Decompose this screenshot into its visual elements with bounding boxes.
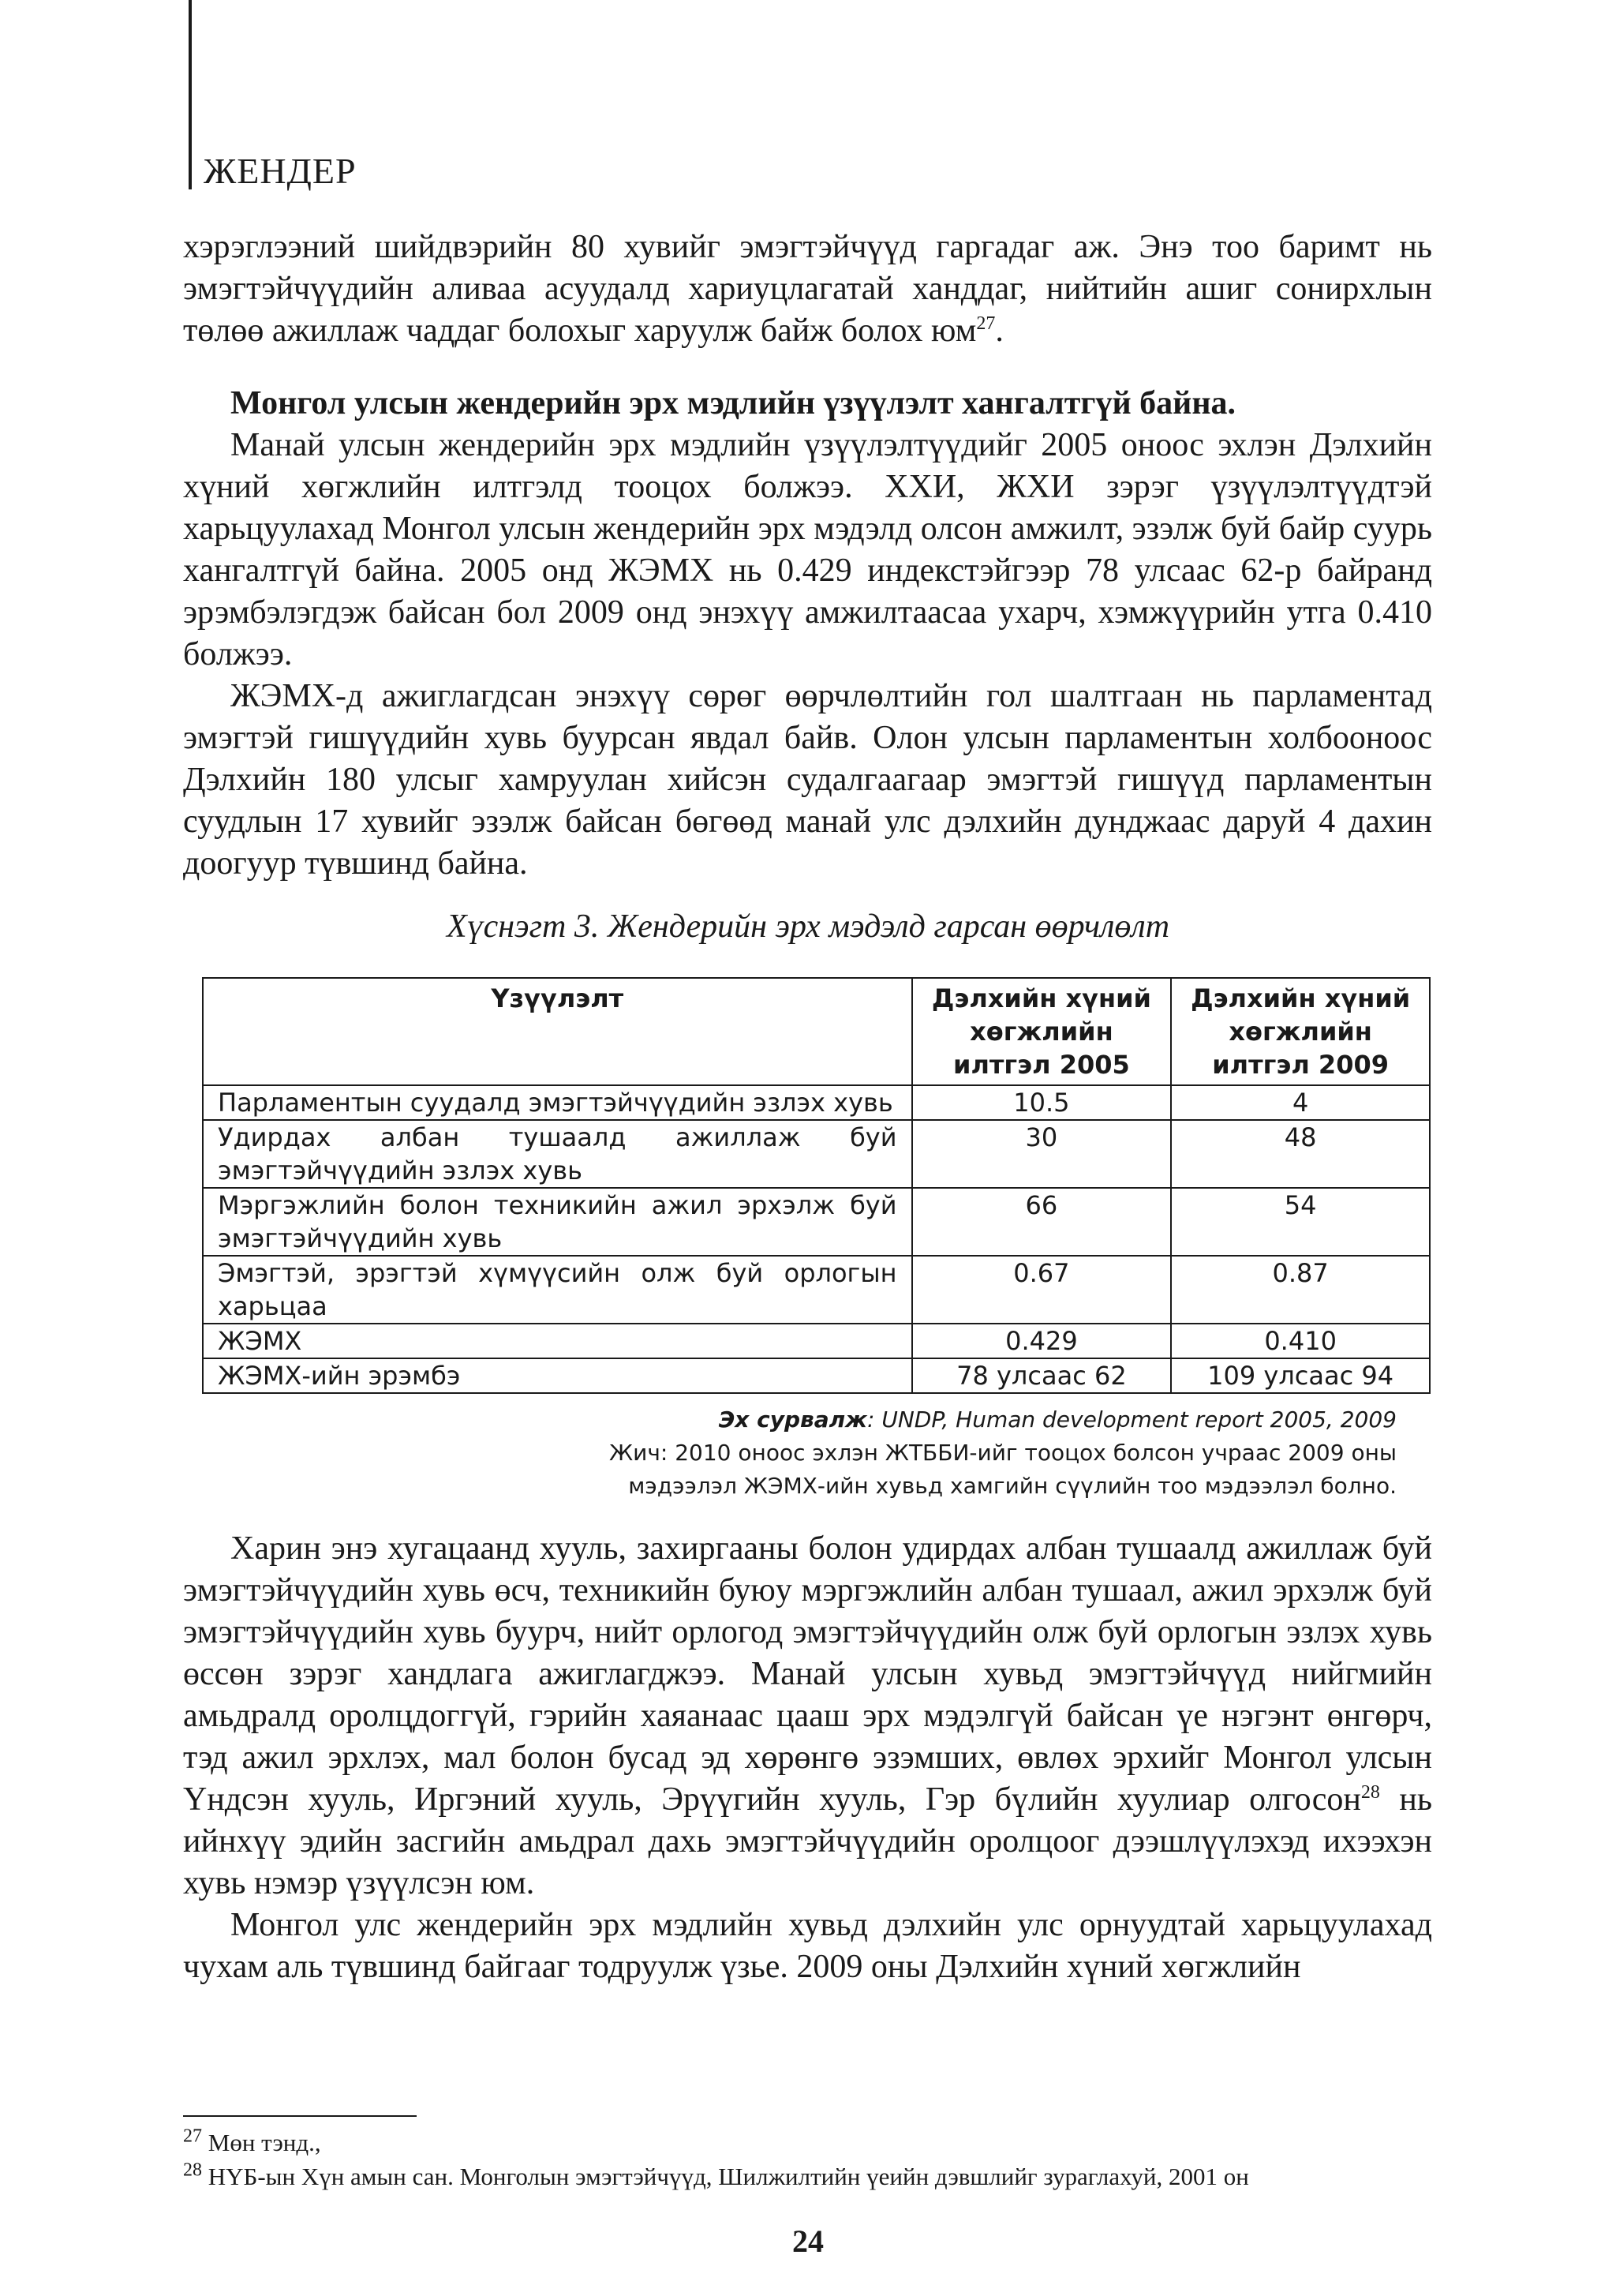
value-2005: 0.67 <box>912 1256 1172 1324</box>
footnote-28 <box>183 2159 1249 2193</box>
value-2009: 0.87 <box>1171 1256 1430 1324</box>
footnotes <box>183 2126 1249 2193</box>
footnote-27 <box>183 2126 1249 2159</box>
value-2009: 54 <box>1171 1188 1430 1256</box>
col-header-2005: Дэлхийн хүний хөгжлийн илтгэл 2005 <box>912 978 1172 1085</box>
page-number: 24 <box>792 2223 824 2259</box>
table-row <box>203 1256 1430 1324</box>
section-body-lower <box>183 1528 1432 1988</box>
table-source-notes <box>609 1403 1397 1503</box>
section-header: ЖЕНДЕР <box>204 151 357 191</box>
paragraph-3-text-a: Харин энэ хугацаанд хууль, захиргааны болон удирдах албан тушаалд ажиллаж буй эмэгтэйчүүдийн хувь өсч, техникийн буюу мэргэжлийн албан тушаал, ажил эрхэлж буй эмэгтэйчүүдийн хувь буурч, нийт орлогод эмэгтэйчүүдийн олж буй орлогын эзлэх хувь өссөн зэрэг хандлага ажиглагджээ. Манай улсын хувьд эмэгтэйчүүд нийгмийн амьдралд оролцдоггүй, гэрийн хаяанаас цааш эрх мэдэлгүй байсан үе нэгэнт өнгөрч, тэд ажил эрхлэх, мал болон бусад эд хөрөнгө эзэмших, өвлөх эрхийг Монгол улсын Үндсэн хууль, Иргэний хууль, Эрүүгийн хууль, Гэр бүлийн хуулиар олгосон <box>183 1530 1432 1818</box>
paragraph-3-text-b: нь ийнхүү эдийн засгийн амьдрал дахь эмэгтэйчүүдийн оролцоог дээшлүүлэхэд ихээхэн хувь нэмэр үзүүлсэн юм. <box>183 1781 1432 1901</box>
value-2005: 78 улсаас 62 <box>912 1358 1172 1393</box>
footnote-text: Мөн тэнд., <box>208 2129 321 2156</box>
table-row <box>203 1358 1430 1393</box>
paragraph-1: Манай улсын жендерийн эрх мэдлийн үзүүлэлтүүдийг 2005 оноос эхлэн Дэлхийн хүний хөгжлийн илтгэлд тооцох болжээ. ХХИ, ЖХИ зэрэг үзүүлэлтүүдтэй харьцуулахад Монгол улсын жендерийн эрх мэдэлд олсон амжилт, эзэлж буй байр суурь хангалтгүй байна. 2005 онд ЖЭМХ нь 0.429 индекстэйгээр 78 улсаас 62-р байранд эрэмбэлэгдэж байсан бол 2009 онд энэхүү амжилтаасаа ухарч, хэмжүүрийн утга 0.410 болжээ. <box>183 427 1432 672</box>
paragraph-top-end: . <box>995 313 1004 349</box>
paragraph-3 <box>183 1528 1432 1905</box>
table-row <box>203 1188 1430 1256</box>
section-body <box>183 383 1432 885</box>
value-2009: 109 улсаас 94 <box>1171 1358 1430 1393</box>
paragraph-2: ЖЭМХ-д ажиглагдсан энэхүү сөрөг өөрчлөлтийн гол шалтгаан нь парламентад эмэгтэй гишүүдийн хувь буурсан явдал байв. Олон улсын парламентын холбооноос Дэлхийн 180 улсыг хамруулан хийсэн судалгаагаар эмэгтэй гишүүд парламентын суудлын 17 хувийг эзэлж байсан бөгөөд манай улс дэлхийн дунджаас даруй 4 дахин доогуур түвшинд байна. <box>183 678 1432 882</box>
footnote-ref-27: 27 <box>976 313 996 334</box>
value-2005: 10.5 <box>912 1085 1172 1120</box>
footnote-number: 28 <box>183 2159 202 2181</box>
gender-empowerment-table <box>202 977 1431 1394</box>
value-2009: 4 <box>1171 1085 1430 1120</box>
source-label: Эх сурвалж <box>718 1406 867 1433</box>
footnote-text: НҮБ-ын Хүн амын сан. Монголын эмэгтэйчүүд, Шилжилтийн үеийн дэвшлийг зураглахуй, 2001 он <box>208 2163 1249 2190</box>
value-2009: 0.410 <box>1171 1324 1430 1358</box>
table-header-row <box>203 978 1430 1085</box>
table-source <box>609 1403 1397 1436</box>
table-row <box>203 1324 1430 1358</box>
paragraph-top-text: хэрэглээний шийдвэрийн 80 хувийг эмэгтэйчүүд гаргадаг аж. Энэ тоо баримт нь эмэгтэйчүүдийн аливаа асуудалд хариуцлагатай ханддаг, нийтийн ашиг сонирхлын төлөө ажиллаж чаддаг болохыг харуулж байж болох юм <box>183 229 1432 349</box>
header-vertical-rule <box>189 0 192 189</box>
section-heading: Монгол улсын жендерийн эрх мэдлийн үзүүлэлт хангалтгүй байна. <box>230 385 1236 421</box>
value-2005: 30 <box>912 1120 1172 1188</box>
paragraph-top <box>183 227 1432 352</box>
value-2005: 66 <box>912 1188 1172 1256</box>
footnote-number: 27 <box>183 2126 202 2147</box>
table-row <box>203 1120 1430 1188</box>
paragraph-4: Монгол улс жендерийн эрх мэдлийн хувьд дэлхийн улс орнуудтай харьцуулахад чухам аль түвшинд байгааг тодруулж үзье. 2009 оны Дэлхийн хүний хөгжлийн <box>183 1907 1432 1985</box>
row-label: Эмэгтэй, эрэгтэй хүмүүсийн олж буй орлогын харьцаа <box>203 1256 912 1324</box>
value-2005: 0.429 <box>912 1324 1172 1358</box>
footnote-ref-28: 28 <box>1360 1782 1380 1803</box>
table-row <box>203 1085 1430 1120</box>
source-text: : UNDP, Human development report 2005, 2009 <box>866 1406 1397 1433</box>
row-label: Удирдах албан тушаалд ажиллаж буй эмэгтэйчүүдийн эзлэх хувь <box>203 1120 912 1188</box>
value-2009: 48 <box>1171 1120 1430 1188</box>
row-label: ЖЭМХ-ийн эрэмбэ <box>203 1358 912 1393</box>
col-header-indicator: Үзүүлэлт <box>203 978 912 1085</box>
table-note-line-2: мэдээлэл ЖЭМХ-ийн хувьд хамгийн сүүлийн тоо мэдээлэл болно. <box>628 1473 1397 1499</box>
table-note-line-1: Жич: 2010 оноос эхлэн ЖТББИ-ийг тооцох болсон учраас 2009 оны <box>609 1440 1397 1466</box>
row-label: Парламентын суудалд эмэгтэйчүүдийн эзлэх хувь <box>203 1085 912 1120</box>
table-caption: Хүснэгт 3. Жендерийн эрх мэдэлд гарсан өөрчлөлт <box>446 908 1170 945</box>
col-header-2009: Дэлхийн хүний хөгжлийн илтгэл 2009 <box>1171 978 1430 1085</box>
row-label: Мэргэжлийн болон техникийн ажил эрхэлж буй эмэгтэйчүүдийн хувь <box>203 1188 912 1256</box>
row-label: ЖЭМХ <box>203 1324 912 1358</box>
footnote-separator <box>183 2115 417 2117</box>
